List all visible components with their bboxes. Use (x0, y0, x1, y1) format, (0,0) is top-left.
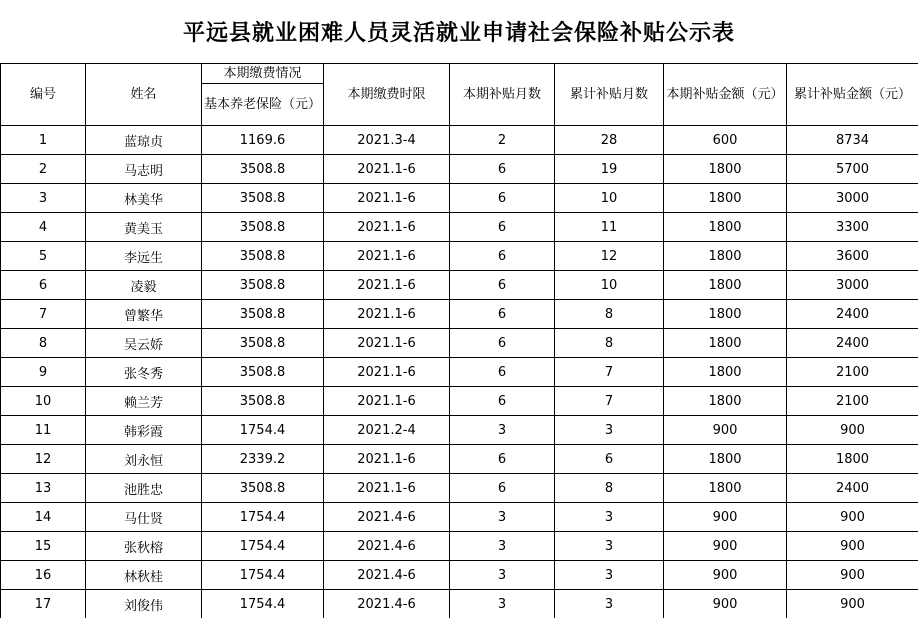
cell-index: 2 (1, 155, 86, 184)
cell-amount-current: 900 (664, 416, 787, 445)
cell-amount-total: 3000 (787, 271, 918, 300)
cell-amount-current: 1800 (664, 300, 787, 329)
cell-amount-current: 1800 (664, 242, 787, 271)
table-row (1, 532, 918, 561)
cell-period: 2021.4-6 (324, 503, 450, 532)
cell-amount-current: 1800 (664, 329, 787, 358)
cell-period: 2021.3-4 (324, 126, 450, 155)
table-row (1, 271, 918, 300)
cell-amount-current: 900 (664, 590, 787, 618)
subsidy-table (0, 63, 918, 618)
cell-months-current: 2 (450, 126, 555, 155)
cell-name: 刘永恒 (86, 445, 202, 474)
table-row (1, 184, 918, 213)
cell-period: 2021.4-6 (324, 590, 450, 618)
cell-index: 1 (1, 126, 86, 155)
header-months-current: 本期补贴月数 (450, 64, 555, 126)
cell-period: 2021.1-6 (324, 300, 450, 329)
cell-months-total: 12 (555, 242, 664, 271)
cell-period: 2021.1-6 (324, 213, 450, 242)
cell-name: 林美华 (86, 184, 202, 213)
cell-amount-total: 5700 (787, 155, 918, 184)
cell-months-current: 3 (450, 532, 555, 561)
cell-period: 2021.1-6 (324, 387, 450, 416)
cell-name: 蓝琼贞 (86, 126, 202, 155)
cell-amount-total: 8734 (787, 126, 918, 155)
cell-amount-total: 900 (787, 503, 918, 532)
cell-name: 李远生 (86, 242, 202, 271)
cell-amount-total: 3600 (787, 242, 918, 271)
cell-period: 2021.2-4 (324, 416, 450, 445)
header-period: 本期缴费时限 (324, 64, 450, 126)
cell-amount-current: 900 (664, 561, 787, 590)
cell-amount-total: 2100 (787, 358, 918, 387)
cell-amount-current: 1800 (664, 474, 787, 503)
cell-pension: 1754.4 (202, 503, 324, 532)
cell-period: 2021.1-6 (324, 474, 450, 503)
cell-index: 14 (1, 503, 86, 532)
cell-months-current: 3 (450, 416, 555, 445)
cell-months-total: 7 (555, 358, 664, 387)
cell-months-current: 6 (450, 213, 555, 242)
cell-pension: 3508.8 (202, 329, 324, 358)
cell-period: 2021.1-6 (324, 184, 450, 213)
cell-period: 2021.1-6 (324, 358, 450, 387)
header-months-total: 累计补贴月数 (555, 64, 664, 126)
cell-amount-current: 1800 (664, 271, 787, 300)
cell-name: 吴云娇 (86, 329, 202, 358)
table-row (1, 445, 918, 474)
header-pension: 基本养老保险（元） (202, 84, 324, 126)
cell-amount-total: 900 (787, 590, 918, 618)
cell-months-current: 6 (450, 387, 555, 416)
cell-index: 17 (1, 590, 86, 618)
cell-pension: 1754.4 (202, 590, 324, 618)
cell-name: 赖兰芳 (86, 387, 202, 416)
cell-name: 张冬秀 (86, 358, 202, 387)
cell-index: 9 (1, 358, 86, 387)
cell-name: 马志明 (86, 155, 202, 184)
cell-pension: 3508.8 (202, 358, 324, 387)
cell-months-total: 10 (555, 184, 664, 213)
cell-name: 池胜忠 (86, 474, 202, 503)
table-row (1, 416, 918, 445)
table-row (1, 590, 918, 618)
cell-name: 凌毅 (86, 271, 202, 300)
cell-months-total: 19 (555, 155, 664, 184)
cell-months-total: 10 (555, 271, 664, 300)
cell-amount-total: 1800 (787, 445, 918, 474)
cell-months-total: 7 (555, 387, 664, 416)
cell-months-total: 8 (555, 474, 664, 503)
cell-pension: 3508.8 (202, 300, 324, 329)
header-row (1, 64, 918, 84)
cell-amount-current: 1800 (664, 213, 787, 242)
cell-amount-total: 2100 (787, 387, 918, 416)
cell-months-current: 6 (450, 300, 555, 329)
cell-period: 2021.4-6 (324, 532, 450, 561)
cell-months-total: 8 (555, 329, 664, 358)
table-row (1, 561, 918, 590)
cell-period: 2021.4-6 (324, 561, 450, 590)
table-row (1, 242, 918, 271)
table-row (1, 358, 918, 387)
cell-months-total: 3 (555, 416, 664, 445)
cell-pension: 3508.8 (202, 184, 324, 213)
cell-amount-current: 1800 (664, 445, 787, 474)
cell-months-total: 3 (555, 590, 664, 618)
cell-pension: 1754.4 (202, 532, 324, 561)
cell-months-total: 8 (555, 300, 664, 329)
cell-months-current: 3 (450, 590, 555, 618)
table-row (1, 503, 918, 532)
cell-amount-current: 1800 (664, 358, 787, 387)
table-row (1, 474, 918, 503)
cell-name: 林秋桂 (86, 561, 202, 590)
cell-months-current: 6 (450, 358, 555, 387)
cell-index: 15 (1, 532, 86, 561)
cell-pension: 3508.8 (202, 242, 324, 271)
cell-name: 刘俊伟 (86, 590, 202, 618)
cell-months-total: 3 (555, 532, 664, 561)
header-name: 姓名 (86, 64, 202, 126)
cell-pension: 2339.2 (202, 445, 324, 474)
cell-months-current: 6 (450, 329, 555, 358)
cell-pension: 1169.6 (202, 126, 324, 155)
table-body (1, 126, 918, 618)
cell-amount-current: 900 (664, 503, 787, 532)
cell-index: 5 (1, 242, 86, 271)
table-row (1, 155, 918, 184)
cell-name: 曾繁华 (86, 300, 202, 329)
cell-amount-total: 2400 (787, 329, 918, 358)
cell-period: 2021.1-6 (324, 155, 450, 184)
cell-amount-total: 900 (787, 561, 918, 590)
cell-pension: 1754.4 (202, 416, 324, 445)
document-title: 平远县就业困难人员灵活就业申请社会保险补贴公示表 (182, 20, 735, 46)
cell-pension: 1754.4 (202, 561, 324, 590)
cell-pension: 3508.8 (202, 271, 324, 300)
cell-amount-current: 600 (664, 126, 787, 155)
cell-pension: 3508.8 (202, 387, 324, 416)
cell-amount-total: 2400 (787, 474, 918, 503)
cell-index: 16 (1, 561, 86, 590)
cell-months-current: 6 (450, 445, 555, 474)
cell-pension: 3508.8 (202, 474, 324, 503)
cell-index: 3 (1, 184, 86, 213)
header-amount-current: 本期补贴金额（元） (664, 64, 787, 126)
table-row (1, 329, 918, 358)
cell-months-current: 3 (450, 503, 555, 532)
cell-index: 12 (1, 445, 86, 474)
cell-amount-current: 1800 (664, 184, 787, 213)
table-row (1, 213, 918, 242)
cell-period: 2021.1-6 (324, 329, 450, 358)
header-payment-group: 本期缴费情况 (202, 64, 324, 84)
cell-months-total: 6 (555, 445, 664, 474)
cell-name: 张秋榕 (86, 532, 202, 561)
cell-months-current: 3 (450, 561, 555, 590)
cell-months-current: 6 (450, 155, 555, 184)
header-index: 编号 (1, 64, 86, 126)
cell-months-current: 6 (450, 184, 555, 213)
cell-months-total: 11 (555, 213, 664, 242)
cell-months-total: 3 (555, 561, 664, 590)
cell-index: 13 (1, 474, 86, 503)
cell-amount-current: 1800 (664, 155, 787, 184)
cell-index: 7 (1, 300, 86, 329)
cell-index: 11 (1, 416, 86, 445)
cell-amount-total: 3000 (787, 184, 918, 213)
cell-months-current: 6 (450, 242, 555, 271)
cell-index: 6 (1, 271, 86, 300)
table-row (1, 387, 918, 416)
cell-amount-total: 2400 (787, 300, 918, 329)
cell-index: 4 (1, 213, 86, 242)
cell-index: 10 (1, 387, 86, 416)
cell-months-current: 6 (450, 474, 555, 503)
cell-period: 2021.1-6 (324, 445, 450, 474)
cell-period: 2021.1-6 (324, 242, 450, 271)
cell-amount-current: 900 (664, 532, 787, 561)
cell-name: 黄美玉 (86, 213, 202, 242)
cell-months-total: 3 (555, 503, 664, 532)
cell-amount-total: 900 (787, 532, 918, 561)
cell-months-current: 6 (450, 271, 555, 300)
cell-period: 2021.1-6 (324, 271, 450, 300)
cell-amount-total: 900 (787, 416, 918, 445)
cell-pension: 3508.8 (202, 213, 324, 242)
cell-amount-current: 1800 (664, 387, 787, 416)
cell-pension: 3508.8 (202, 155, 324, 184)
cell-amount-total: 3300 (787, 213, 918, 242)
cell-name: 马仕贤 (86, 503, 202, 532)
cell-index: 8 (1, 329, 86, 358)
cell-name: 韩彩霞 (86, 416, 202, 445)
cell-months-total: 28 (555, 126, 664, 155)
table-row (1, 300, 918, 329)
table-row (1, 126, 918, 155)
header-amount-total: 累计补贴金额（元） (787, 64, 918, 126)
